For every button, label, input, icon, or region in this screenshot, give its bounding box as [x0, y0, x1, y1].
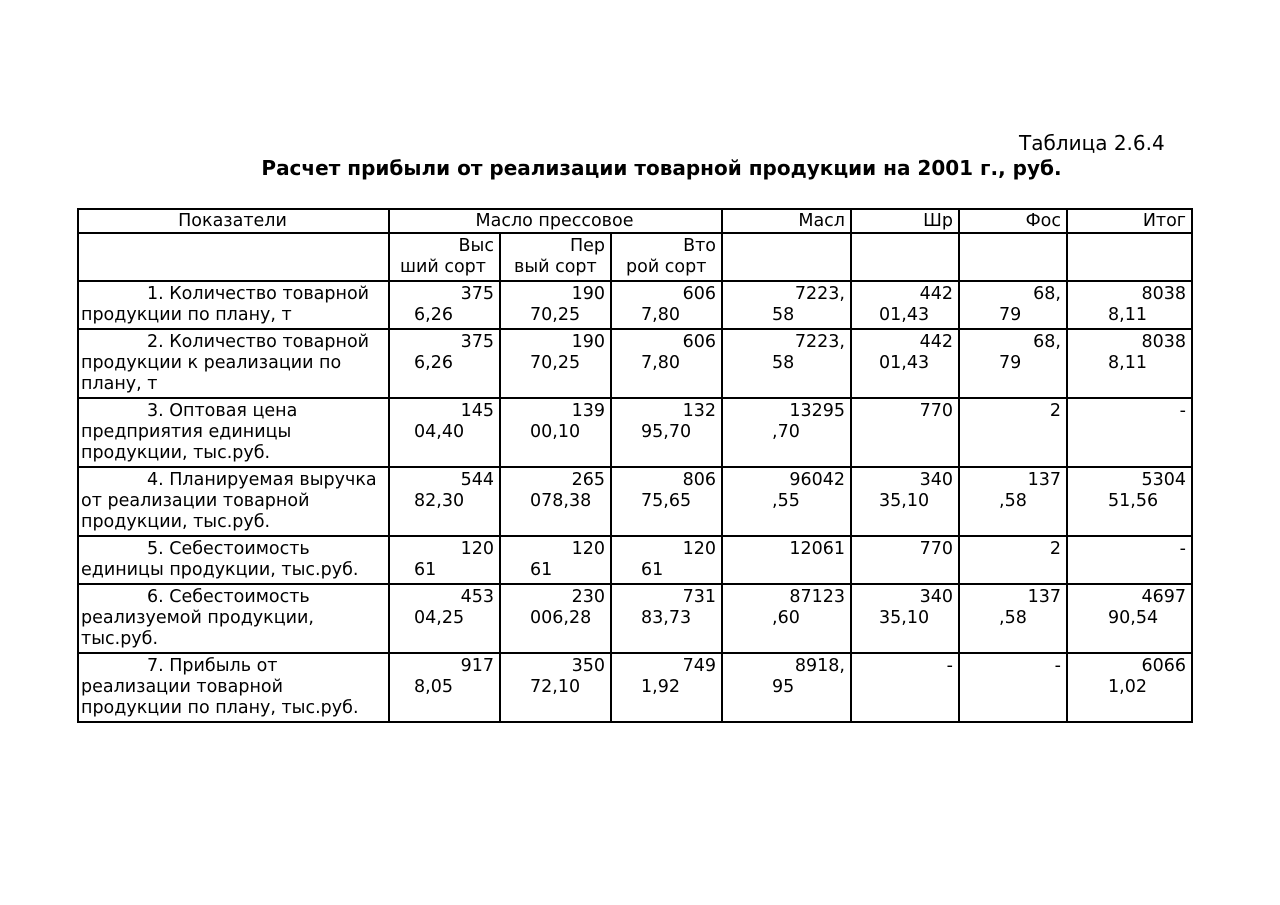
value-line-1: 139 [571, 401, 605, 421]
header-indicators: Показатели [78, 209, 389, 233]
value-line-2: 8,11 [1108, 305, 1147, 325]
row-label-rest: продукции к реализации по плану, т [81, 353, 342, 394]
value-line-1: 137 [1027, 470, 1061, 490]
header-empty [959, 233, 1067, 281]
value-line-1: 731 [682, 587, 716, 607]
value-line-1: 8918, [794, 656, 845, 676]
value-cell [500, 281, 611, 329]
value-cell [722, 536, 851, 584]
value-line-1: 770 [919, 401, 953, 421]
value-line-2: 35,10 [879, 491, 930, 511]
value-cell [959, 653, 1067, 722]
value-line-1: 8038 [1141, 332, 1186, 352]
value-line-1: 5304 [1141, 470, 1186, 490]
value-cell [500, 467, 611, 536]
value-cell [959, 281, 1067, 329]
value-cell [611, 398, 722, 467]
value-line-1: 453 [460, 587, 494, 607]
value-line-1: 132 [682, 401, 716, 421]
value-line-2: 6,26 [414, 353, 453, 373]
value-cell [500, 398, 611, 467]
row-label-rest: реализации товарной продукции по плану, тыс.руб. [81, 677, 359, 718]
table-row [78, 536, 1192, 584]
header-grade-top-l1: Выс [458, 236, 494, 256]
value-cell [851, 398, 959, 467]
header-grade-top [389, 233, 500, 281]
value-cell [1067, 398, 1192, 467]
value-line-1: 265 [571, 470, 605, 490]
row-label-rest: от реализации товарной продукции, тыс.руб. [81, 491, 310, 532]
value-line-1: 606 [682, 332, 716, 352]
value-cell [959, 398, 1067, 467]
value-line-2: 01,43 [879, 305, 930, 325]
value-line-1: 375 [460, 332, 494, 352]
value-line-1: 917 [460, 656, 494, 676]
value-line-2: 078,38 [530, 491, 592, 511]
row-label-first-line: 5. Себестоимость [147, 539, 310, 559]
value-cell [611, 281, 722, 329]
value-line-2: 83,73 [641, 608, 692, 628]
value-line-2: 95,70 [641, 422, 692, 442]
value-line-2: 95 [772, 677, 795, 697]
value-line-1: 96042 [789, 470, 845, 490]
value-line-1: 230 [571, 587, 605, 607]
row-label-first-line: 3. Оптовая цена [147, 401, 298, 421]
row-label [78, 329, 389, 398]
value-cell [851, 281, 959, 329]
row-label-rest: продукции по плану, т [81, 305, 292, 325]
value-cell [1067, 584, 1192, 653]
value-line-1: 606 [682, 284, 716, 304]
value-cell [500, 653, 611, 722]
value-line-2: 61 [414, 560, 437, 580]
header-fos: Фос [959, 209, 1067, 233]
value-cell [959, 584, 1067, 653]
value-line-2: 61 [641, 560, 664, 580]
value-line-1: 375 [460, 284, 494, 304]
row-label [78, 398, 389, 467]
profit-table [77, 208, 1193, 723]
value-line-2: 00,10 [530, 422, 581, 442]
table-title: Расчет прибыли от реализации товарной продукции на 2001 г., руб. [261, 156, 1062, 180]
value-cell [389, 398, 500, 467]
value-cell [611, 329, 722, 398]
value-line-2: ,60 [772, 608, 800, 628]
value-cell [611, 584, 722, 653]
value-line-1: 442 [919, 284, 953, 304]
value-cell [389, 329, 500, 398]
header-row-2 [78, 233, 1192, 281]
value-line-2: 82,30 [414, 491, 465, 511]
header-grade-second-l1: Вто [683, 236, 716, 256]
header-empty [851, 233, 959, 281]
value-cell [1067, 467, 1192, 536]
value-line-2: 70,25 [530, 353, 581, 373]
value-line-2: 79 [999, 353, 1022, 373]
value-cell [959, 467, 1067, 536]
value-cell [722, 329, 851, 398]
value-cell [1067, 653, 1192, 722]
value-line-2: 90,54 [1108, 608, 1159, 628]
row-label-first-line: 4. Планируемая выручка [147, 470, 377, 490]
value-line-1: 442 [919, 332, 953, 352]
value-line-2: 58 [772, 305, 795, 325]
header-row-1 [78, 209, 1192, 233]
table-row [78, 653, 1192, 722]
header-shrot: Шр [851, 209, 959, 233]
value-line-1: - [946, 656, 953, 676]
value-line-2: ,70 [772, 422, 800, 442]
value-line-1: 340 [919, 587, 953, 607]
row-label-first-line: 1. Количество товарной [147, 284, 370, 304]
value-line-2: ,58 [999, 608, 1027, 628]
value-line-2: 72,10 [530, 677, 581, 697]
header-grade-second-l2: рой сорт [626, 257, 707, 277]
value-line-1: 120 [682, 539, 716, 559]
value-line-1: 806 [682, 470, 716, 490]
value-line-1: 749 [682, 656, 716, 676]
value-cell [500, 584, 611, 653]
value-cell [611, 536, 722, 584]
value-cell [851, 467, 959, 536]
value-cell [500, 329, 611, 398]
header-empty [1067, 233, 1192, 281]
value-line-1: 7223, [794, 284, 845, 304]
table-row [78, 329, 1192, 398]
value-line-2: 8,05 [414, 677, 453, 697]
header-empty [78, 233, 389, 281]
value-cell [389, 281, 500, 329]
value-line-1: 7223, [794, 332, 845, 352]
header-grade-first-l2: вый сорт [514, 257, 597, 277]
value-cell [722, 653, 851, 722]
header-grade-top-l2: ший сорт [400, 257, 486, 277]
header-oil-pressed: Масло прессовое [389, 209, 722, 233]
value-line-2: 79 [999, 305, 1022, 325]
row-label-first-line: 7. Прибыль от [147, 656, 278, 676]
value-cell [389, 653, 500, 722]
table-row [78, 281, 1192, 329]
value-line-1: 544 [460, 470, 494, 490]
value-line-1: 120 [571, 539, 605, 559]
header-total: Итог [1067, 209, 1192, 233]
value-line-2: 70,25 [530, 305, 581, 325]
value-cell [851, 329, 959, 398]
value-cell [851, 536, 959, 584]
value-line-1: 68, [1033, 332, 1061, 352]
value-line-2: 1,92 [641, 677, 680, 697]
value-line-1: - [1179, 401, 1186, 421]
value-line-1: 4697 [1141, 587, 1186, 607]
value-line-1: 145 [460, 401, 494, 421]
value-line-1: 68, [1033, 284, 1061, 304]
value-line-1: 120 [460, 539, 494, 559]
value-line-2: 1,02 [1108, 677, 1147, 697]
value-cell [389, 536, 500, 584]
row-label [78, 281, 389, 329]
value-line-2: 7,80 [641, 305, 680, 325]
table-row [78, 584, 1192, 653]
value-line-2: ,58 [999, 491, 1027, 511]
value-cell [722, 584, 851, 653]
row-label [78, 584, 389, 653]
value-line-2: 61 [530, 560, 553, 580]
table-body [78, 281, 1192, 722]
value-line-1: 190 [571, 284, 605, 304]
row-label-rest: предприятия единицы продукции, тыс.руб. [81, 422, 292, 463]
value-line-2: 04,40 [414, 422, 465, 442]
value-cell [959, 329, 1067, 398]
value-line-2: 51,56 [1108, 491, 1159, 511]
value-line-2: 6,26 [414, 305, 453, 325]
value-line-1: 350 [571, 656, 605, 676]
row-label-first-line: 2. Количество товарной [147, 332, 370, 352]
value-cell [611, 467, 722, 536]
row-label [78, 536, 389, 584]
value-line-2: 8,11 [1108, 353, 1147, 373]
header-grade-second [611, 233, 722, 281]
value-line-1: 340 [919, 470, 953, 490]
value-cell [1067, 536, 1192, 584]
value-cell [722, 281, 851, 329]
header-grade-first-l1: Пер [569, 236, 605, 256]
value-cell [389, 584, 500, 653]
value-line-2: ,55 [772, 491, 800, 511]
table-row [78, 398, 1192, 467]
value-cell [1067, 281, 1192, 329]
table-row [78, 467, 1192, 536]
row-label [78, 467, 389, 536]
value-cell [959, 536, 1067, 584]
value-line-1: 2 [1049, 539, 1061, 559]
value-line-1: 770 [919, 539, 953, 559]
value-line-2: 58 [772, 353, 795, 373]
value-line-1: 190 [571, 332, 605, 352]
value-line-2: 006,28 [530, 608, 592, 628]
value-line-1: 6066 [1141, 656, 1186, 676]
value-cell [500, 536, 611, 584]
row-label-rest: реализуемой продукции, тыс.руб. [81, 608, 314, 649]
row-label [78, 653, 389, 722]
value-cell [1067, 329, 1192, 398]
header-empty [722, 233, 851, 281]
header-oil: Масл [722, 209, 851, 233]
value-line-1: 8038 [1141, 284, 1186, 304]
value-cell [389, 467, 500, 536]
value-cell [722, 398, 851, 467]
value-cell [722, 467, 851, 536]
value-line-2: 35,10 [879, 608, 930, 628]
value-line-2: 04,25 [414, 608, 465, 628]
value-line-2: 7,80 [641, 353, 680, 373]
row-label-first-line: 6. Себестоимость [147, 587, 310, 607]
value-line-1: 2 [1049, 401, 1061, 421]
value-line-1: 13295 [789, 401, 845, 421]
row-label-rest: единицы продукции, тыс.руб. [81, 560, 359, 580]
value-line-2: 01,43 [879, 353, 930, 373]
header-grade-first [500, 233, 611, 281]
value-line-1: 137 [1027, 587, 1061, 607]
value-line-1: 87123 [789, 587, 845, 607]
table-number: Таблица 2.6.4 [1019, 131, 1165, 155]
value-cell [611, 653, 722, 722]
value-cell [851, 584, 959, 653]
value-cell [851, 653, 959, 722]
value-line-1: - [1054, 656, 1061, 676]
value-line-2: 75,65 [641, 491, 692, 511]
value-line-1: 12061 [789, 539, 845, 559]
value-line-1: - [1179, 539, 1186, 559]
